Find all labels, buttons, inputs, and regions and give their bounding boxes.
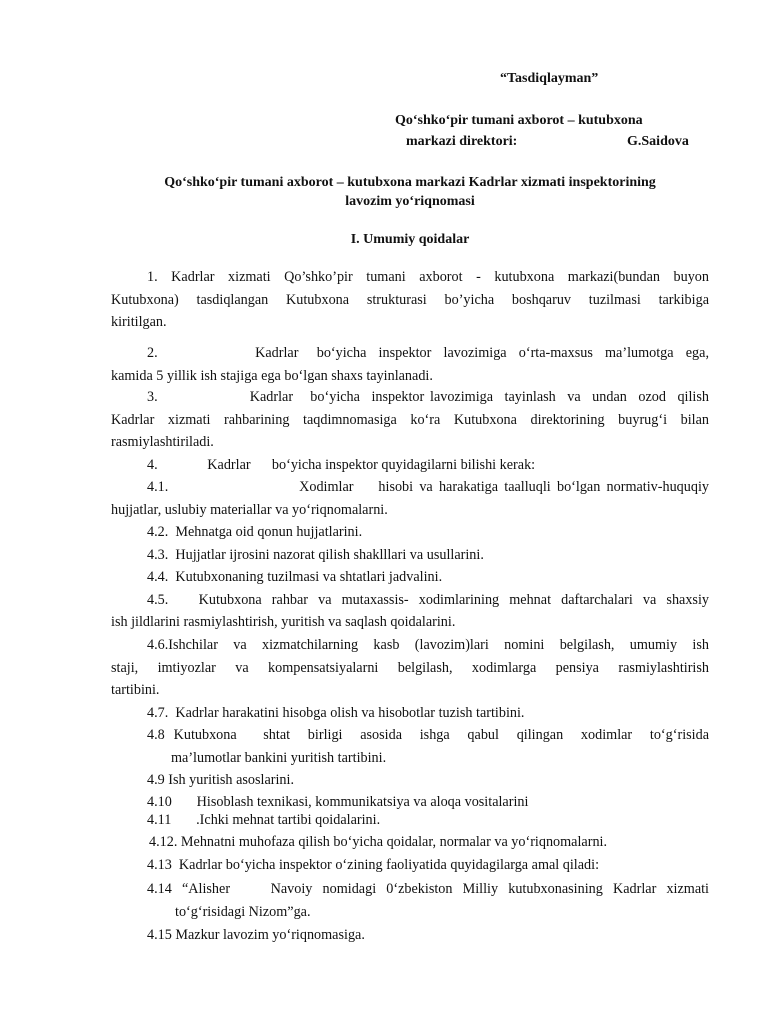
item-4-5-line-1: 4.5. Kutubxona rahbar va mutaxassis- xodimlarining mehnat daftarchalari va shaxsiy	[147, 592, 709, 608]
item-4-10: 4.10 Hisoblash texnikasi, kommunikatsiya va aloqa vositalarini	[147, 794, 529, 810]
approval-position: markazi direktori:	[406, 134, 518, 149]
item-4-14-line-2: to‘g‘risidagi Nizom”ga.	[175, 904, 311, 920]
paragraph-4: 4. Kadrlar bo‘yicha inspektor quyidagilarni bilishi kerak:	[147, 457, 536, 473]
item-4-7: 4.7. Kadrlar harakatini hisobga olish va hisobotlar tuzish tartibini.	[147, 705, 525, 721]
approval-org-line: Qo‘shko‘pir tumani axborot – kutubxona	[395, 113, 643, 128]
section-heading: I. Umumiy qoidalar	[350, 232, 470, 247]
item-4-12: 4.12. Mehnatni muhofaza qilish bo‘yicha qoidalar, normalar va yo‘riqnomalarni.	[149, 834, 608, 850]
paragraph-3-line-2: Kadrlar xizmati rahbarining taqdimnomasiga ko‘ra Kutubxona direktorining buyrug‘i bilan	[111, 412, 709, 428]
paragraph-3-line-3: rasmiylashtiriladi.	[111, 434, 214, 450]
item-4-11: 4.11 .Ichki mehnat tartibi qoidalarini.	[147, 812, 381, 828]
doc-title-line-1: Qo‘shko‘pir tumani axborot – kutubxona markazi Kadrlar xizmati inspektorining	[164, 175, 656, 190]
item-4-3: 4.3. Hujjatlar ijrosini nazorat qilish shaklllari va usullarini.	[147, 547, 484, 563]
item-4-5-line-2: ish jildlarini rasmiylashtirish, yuritish va saqlash qoidalarini.	[111, 614, 456, 630]
approval-title: “Tasdiqlayman”	[500, 71, 599, 86]
paragraph-1-line-3: kiritilgan.	[111, 314, 167, 330]
item-4-8-line-2: ma’lumotlar bankini yuritish tartibini.	[171, 750, 387, 766]
paragraph-1-line-1: 1. Kadrlar xizmati Qo’shko’pir tumani axborot - kutubxona markazi(bundan buyon	[147, 269, 709, 285]
item-4-4: 4.4. Kutubxonaning tuzilmasi va shtatlari jadvalini.	[147, 569, 443, 585]
paragraph-2-line-1: 2. Kadrlar bo‘yicha inspektor lavozimiga o‘rta-maxsus ma’lumotga ega,	[147, 345, 709, 361]
paragraph-1-line-2: Kutubxona) tasdiqlangan Kutubxona strukturasi bo’yicha boshqaruv tuzilmasi tarkibiga	[111, 292, 709, 308]
approval-signatory-name: G.Saidova	[627, 134, 689, 149]
item-4-14-line-1: 4.14 “Alisher Navoiy nomidagi 0‘zbekiston Milliy kutubxonasining Kadrlar xizmati	[147, 881, 709, 897]
item-4-6-line-2: staji, imtiyozlar va kompensatsiyalarni belgilash, xodimlarga pensiya rasmiylashtirish	[111, 660, 709, 676]
item-4-15: 4.15 Mazkur lavozim yo‘riqnomasiga.	[147, 927, 365, 943]
paragraph-2-line-2: kamida 5 yillik ish stajiga ega bo‘lgan shaxs tayinlanadi.	[111, 368, 433, 384]
item-4-2: 4.2. Mehnatga oid qonun hujjatlarini.	[147, 524, 363, 540]
item-4-1-line-1: 4.1. Xodimlar hisobi va harakatiga taalluqli bo‘lgan normativ-huquqiy	[147, 479, 709, 495]
item-4-6-line-1: 4.6.Ishchilar va xizmatchilarning kasb (lavozim)lari nomini belgilash, umumiy ish	[147, 637, 709, 653]
item-4-9: 4.9 Ish yuritish asoslarini.	[147, 772, 294, 788]
item-4-6-line-3: tartibini.	[111, 682, 160, 698]
doc-title-line-2: lavozim yo‘riqnomasi	[345, 194, 475, 209]
item-4-8-line-1: 4.8 Kutubxona shtat birligi asosida ishga qabul qilingan xodimlar to‘g‘risida	[147, 727, 709, 743]
item-4-13: 4.13 Kadrlar bo‘yicha inspektor o‘zining faoliyatida quyidagilarga amal qiladi:	[147, 857, 600, 873]
item-4-1-line-2: hujjatlar, uslubiy materiallar va yo‘riqnomalarni.	[111, 502, 388, 518]
paragraph-3-line-1: 3. Kadrlar bo‘yicha inspektor lavozimiga tayinlash va undan ozod qilish	[147, 389, 709, 405]
